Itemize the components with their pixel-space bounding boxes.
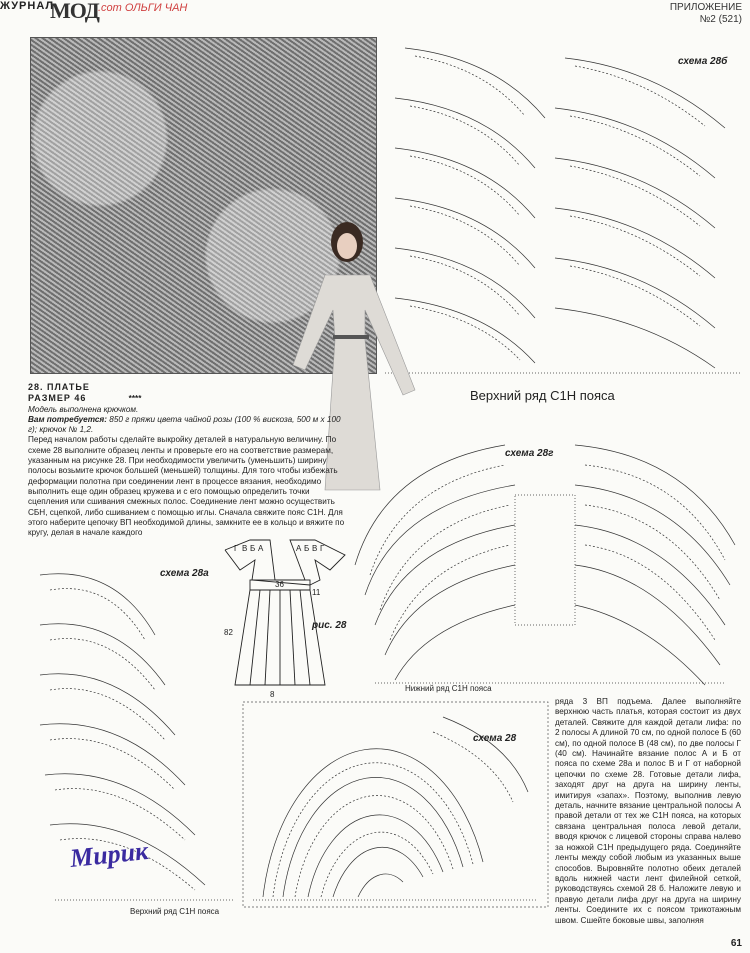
scheme-28b-diagram	[385, 38, 745, 378]
article-text	[28, 382, 346, 538]
signature-watermark: Мирик	[68, 835, 150, 874]
scheme-28g-label: схема 28г	[505, 448, 554, 459]
fig-strip-4: А	[296, 544, 302, 553]
bottom-left-row-caption: Верхний ряд С1Н пояса	[130, 907, 220, 916]
fig-dim-bottom: 8	[270, 690, 275, 699]
difficulty-stars: ****	[128, 394, 142, 404]
watermark-text: .com ОЛЬГИ ЧАН	[98, 2, 188, 14]
magazine-label: ЖУРНАЛ	[0, 0, 55, 12]
scheme-28-label: схема 28	[473, 733, 517, 744]
fan-column-right	[555, 56, 728, 368]
instructions-continued: ряда 3 ВП подъема. Далее выполняйте верхнюю часть платья, которая состоит из двух деталей. Свяжите для каждой детали лифа: по 2 полосы А длиной 70 см, по одной полосе Б (60 см), по одной полосе В (48 см), по две полосы Г (40 см). Начинайте вязание полос А и Б от пояса по схеме 28а и полос В и Г от наборной цепочки по схеме 28. Готовые детали лифа, заходят друг на друга на ширину ленты, имитируя «запах». Поэтому, выполнив левую деталь, начните вязание центральной полосы А правой детали от тех же С1Н пояса, на которых связана центральная полоса левой детали, вводя крючок с лицевой стороны справа налево за ножкой С1Н предыдущего ряда. Соединяйте ленты между собой любым из указанных выше способов. Выровняйте полотно обеих деталей вдоль нижней части лент филейной сеткой, руководствуясь схемой 28 б. Наложите левую и правую детали лифа друг на друга на ширину ленты. Соедините их с поясом трикотажным швом. Сшейте боковые швы, заполняя	[555, 697, 741, 925]
article-line1: Модель выполнена крючком.	[28, 404, 139, 414]
magazine-logo: МОД	[50, 0, 99, 23]
page-number: 61	[730, 938, 742, 949]
fig-strip-3: А	[258, 544, 264, 553]
article-title: 28. ПЛАТЬЕ	[28, 382, 90, 392]
issue-info	[670, 2, 742, 26]
issue-number: №2 (521)	[699, 14, 742, 25]
fig-strip-5: Б	[304, 544, 310, 553]
article-size: РАЗМЕР 46	[28, 393, 87, 404]
scheme-28b-label: схема 28б	[678, 56, 728, 67]
materials-label: Вам потребуется:	[28, 414, 107, 424]
materials-text: 850 г пряжи цвета чайной розы (100 % вискоза, 500 м х 100 г); крючок № 1,2.	[28, 414, 341, 435]
fig-dim-height-small: 11	[312, 588, 321, 597]
fig-strip-1: В	[242, 544, 248, 553]
article-body: Перед началом работы сделайте выкройку деталей в натуральную величину. По схеме 28 выполните образец ленты и проверьте его на соответствие размерам, указанным на рисунке 28. При необходимости увеличить (уменьшить) ширину полосы возьмите крючок большей (меньшей) толщины. Для того чтобы избежать деформации полотна при соединении лент в процессе вязания, необходимо выполнить еще один образец кружева и с его помощью определить точки сцепления или сшивания смежных полос. Соединение лент можно осуществить СБН, сцепкой, либо сшиванием с помощью иглы. Сначала свяжите пояс С1Н. Для этого наберите цепочку ВП необходимой длины, замкните ее в кольцо и вяжите по кругу, делая в начале каждого	[28, 435, 345, 538]
top-row-caption: Верхний ряд С1Н пояса	[470, 388, 615, 403]
bottom-row-caption: Нижний ряд С1Н пояса	[405, 684, 492, 693]
scheme-28g-diagram	[345, 425, 740, 690]
supplement-label: ПРИЛОЖЕНИЕ	[669, 2, 742, 13]
figure-28-label: рис. 28	[312, 620, 347, 631]
fig-strip-7: Г	[320, 544, 325, 553]
fig-dim-width: 36	[275, 580, 284, 589]
fig-strip-2: Б	[250, 544, 256, 553]
fig-strip-0: Г	[234, 544, 239, 553]
fig-strip-6: В	[312, 544, 318, 553]
fig-dim-height: 82	[224, 628, 233, 637]
scheme-28a-label: схема 28а	[160, 568, 209, 579]
